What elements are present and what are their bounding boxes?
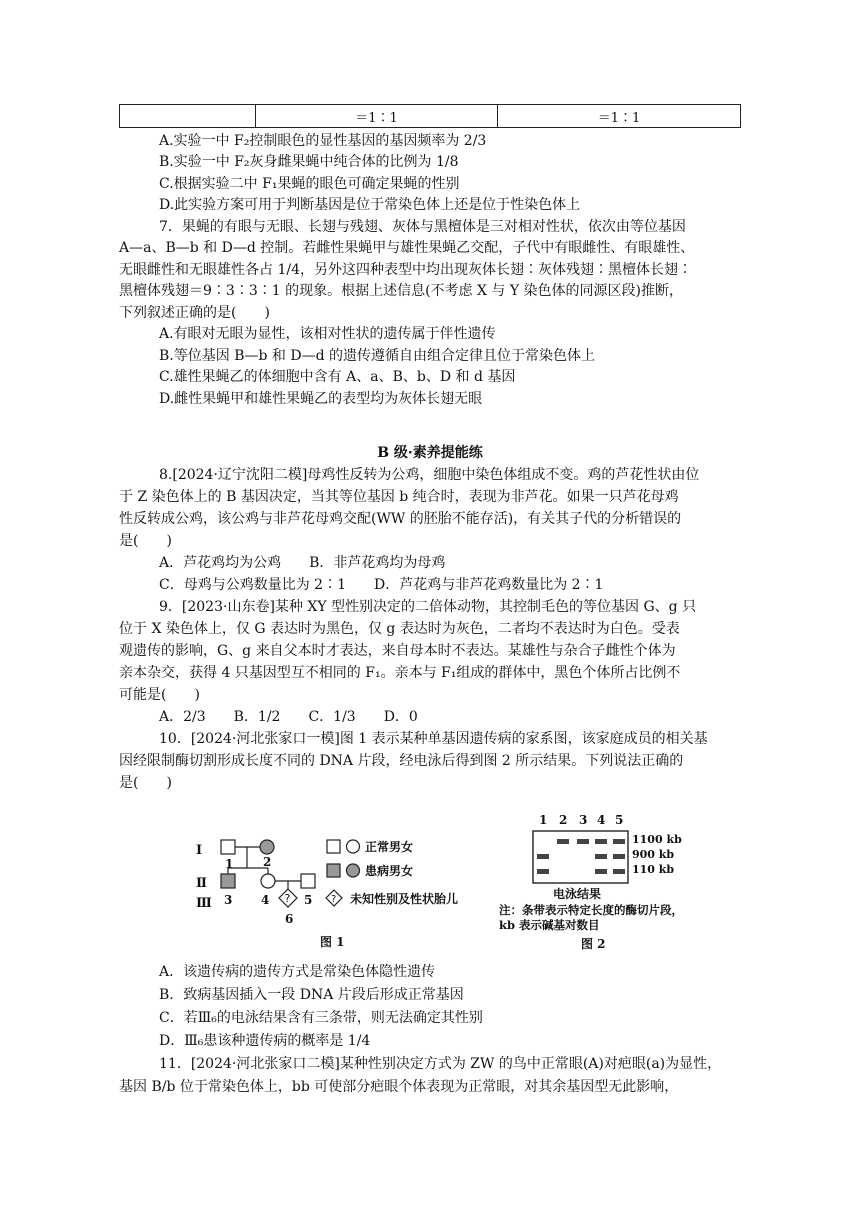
gel-band-1100 — [613, 839, 625, 844]
gel-band-110 — [537, 869, 549, 874]
q8-stem-line: 性反转成公鸡，该公鸡与非芦花母鸡交配(WW 的胚胎不能存活)，有关其子代的分析错误的 — [119, 511, 682, 527]
legend-unknown-mark: ? — [331, 894, 337, 905]
q10-stem-line: 是( ) — [119, 775, 172, 791]
figure-2-caption: 图 2 — [581, 937, 606, 951]
figure-2-note-line-2: kb 表示碱基对数目 — [499, 918, 600, 932]
q10-option-b: B．致病基因插入一段 DNA 片段后形成正常基因 — [159, 987, 464, 1003]
member-number: 5 — [304, 893, 313, 907]
data-table-row — [119, 104, 741, 128]
q10-option-d: D．Ⅲ₆患该种遗传病的概率是 1/4 — [159, 1033, 371, 1049]
gel-band-1100 — [577, 839, 589, 844]
legend-normal-male-icon — [327, 840, 340, 853]
legend-affected-female-icon — [347, 864, 360, 877]
q10-stem-line: 10．[2024·河北张家口一模]图 1 表示某种单基因遗传病的家系图，该家庭成员的相关基 — [159, 731, 708, 747]
lane-number: 3 — [579, 813, 588, 827]
lane-number: 4 — [597, 813, 606, 827]
q8-stem-line: 是( ) — [119, 533, 172, 549]
q11-stem-line: 11．[2024·河北张家口二模]某种性别决定方式为 ZW 的鸟中正常眼(A)对疤眼(a)为显性， — [159, 1056, 722, 1072]
legend-normal-female-icon — [347, 840, 360, 853]
q7-stem-line: 7．果蝇的有眼与无眼、长翅与残翅、灰体与黑檀体是三对相对性状，依次由等位基因 — [159, 219, 686, 235]
q8-options-line-1: A．芦花鸡均为公鸡 B．非芦花鸡均为母鸡 — [159, 555, 446, 571]
legend-normal-label: 正常男女 — [365, 840, 414, 854]
member-number: 4 — [261, 893, 270, 907]
q11-stem-line: 基因 B/b 位于常染色体上，bb 可使部分疤眼个体表现为正常眼，对其余基因型无此影响， — [119, 1079, 679, 1095]
q7-option-d: D.雌性果蝇甲和雄性果蝇乙的表型均为灰体长翅无眼 — [159, 391, 483, 407]
q10-stem-line: 因经限制酶切割形成长度不同的 DNA 片段，经电泳后得到图 2 所示结果。下列说法正确的 — [119, 753, 684, 769]
generation-label-iii: Ⅲ — [196, 896, 212, 911]
table-cell-3: ＝1∶1 — [597, 110, 641, 126]
figure-2-note-line-1: 注：条带表示特定长度的酶切片段， — [499, 903, 683, 917]
member-number: 3 — [224, 893, 233, 907]
q8-options-line-2: C．母鸡与公鸡数量比为 2∶1 D．芦花鸡与非芦花鸡数量比为 2∶1 — [159, 577, 604, 593]
q9-stem-line: 位于 X 染色体上，仅 G 表达时为黑色，仅 g 表达时为灰色，二者均不表达时为白色。受表 — [119, 621, 680, 637]
q6-option-c: C.根据实验二中 F₁果蝇的眼色可确定果蝇的性别 — [159, 176, 460, 192]
q9-stem-line: 亲本杂交，获得 4 只基因型互不相同的 F₁。亲本与 F₁组成的群体中，黑色个体所占比例不 — [119, 665, 681, 681]
legend-affected-male-icon — [327, 864, 340, 877]
member-5-normal-male — [301, 874, 315, 888]
member-number: 1 — [225, 857, 234, 871]
figure-1-pedigree — [190, 810, 515, 958]
unknown-question-mark: ? — [284, 892, 291, 905]
q10-option-a: A．该遗传病的遗传方式是常染色体隐性遗传 — [159, 964, 436, 980]
generation-label-i: Ⅰ — [196, 843, 203, 858]
gel-band-900 — [613, 854, 625, 859]
q7-option-c: C.雄性果蝇乙的体细胞中含有 A、a、B、b、D 和 d 基因 — [159, 369, 516, 385]
member-2-affected-female — [260, 840, 274, 854]
q6-option-a: A.实验一中 F₂控制眼色的显性基因的基因频率为 2/3 — [159, 133, 487, 149]
generation-label-ii: Ⅱ — [196, 876, 207, 891]
gel-result-label: 电泳结果 — [553, 887, 602, 901]
size-label-900: 900 kb — [632, 848, 675, 861]
member-number: 6 — [285, 912, 294, 926]
legend-unknown-label: 未知性别及性状胎儿 — [350, 892, 459, 906]
size-label-1100: 1100 kb — [632, 833, 682, 846]
legend-affected-label: 患病男女 — [365, 864, 414, 878]
gel-band-900 — [537, 854, 549, 859]
section-title: B 级·素养提能练 — [377, 445, 483, 461]
q8-stem-line: 于 Z 染色体上的 B 基因决定，当其等位基因 b 纯合时，表现为非芦花。如果一只芦花母鸡 — [119, 489, 679, 505]
member-4-normal-female — [261, 874, 275, 888]
lane-number: 1 — [539, 813, 548, 827]
q9-stem-line: 9．[2023·山东卷]某种 XY 型性别决定的二倍体动物，其控制毛色的等位基因 G、g 只 — [159, 599, 697, 615]
q6-option-d: D.此实验方案可用于判断基因是位于常染色体上还是位于性染色体上 — [159, 197, 581, 213]
gel-band-110 — [595, 869, 607, 874]
gel-band-900 — [595, 854, 607, 859]
q7-stem-line: 无眼雌性和无眼雄性各占 1/4，另外这四种表型中均出现灰体长翅∶灰体残翅∶黑檀体长翅∶ — [119, 262, 692, 278]
member-number: 2 — [263, 855, 272, 869]
member-3-affected-male — [221, 874, 235, 888]
q9-stem-line: 可能是( ) — [119, 687, 200, 703]
table-cell-1 — [120, 105, 256, 127]
size-label-110: 110 kb — [632, 863, 675, 876]
gel-band-1100 — [595, 839, 607, 844]
q9-stem-line: 观遗传的影响，G、g 来自父本时才表达，来自母本时不表达。某雄性与杂合子雌性个体为 — [119, 643, 676, 659]
figure-2-electrophoresis — [495, 812, 717, 958]
q7-option-a: A.有眼对无眼为显性，该相对性状的遗传属于伴性遗传 — [159, 326, 496, 342]
lane-number: 2 — [559, 813, 568, 827]
table-cell-2: ＝1∶1 — [256, 105, 498, 127]
q9-options: A．2/3 B．1/2 C．1/3 D．0 — [159, 709, 418, 725]
q8-stem-line: 8.[2024·辽宁沈阳二模]母鸡性反转为公鸡，细胞中染色体组成不变。鸡的芦花性状由位 — [159, 467, 700, 483]
figure-1-caption: 图 1 — [320, 935, 345, 949]
q7-stem-line: 黑檀体残翅＝9∶3∶3∶1 的现象。根据上述信息(不考虑 X 与 Y 染色体的同源区段)推断， — [119, 283, 684, 299]
gel-band-1100 — [557, 839, 569, 844]
gel-band-110 — [613, 869, 625, 874]
q10-option-c: C．若Ⅲ₆的电泳结果含有三条带，则无法确定其性别 — [159, 1010, 483, 1026]
lane-number: 5 — [615, 813, 624, 827]
member-1-normal-male — [221, 840, 235, 854]
q7-stem-line: A—a、B—b 和 D—d 控制。若雌性果蝇甲与雄性果蝇乙交配，子代中有眼雌性、有眼雄性、 — [119, 240, 695, 256]
q7-option-b: B.等位基因 B—b 和 D—d 的遗传遵循自由组合定律且位于常染色体上 — [159, 348, 595, 364]
q6-option-b: B.实验一中 F₂灰身雌果蝇中纯合体的比例为 1/8 — [159, 154, 459, 170]
q7-stem-line: 下列叙述正确的是( ) — [119, 305, 270, 321]
